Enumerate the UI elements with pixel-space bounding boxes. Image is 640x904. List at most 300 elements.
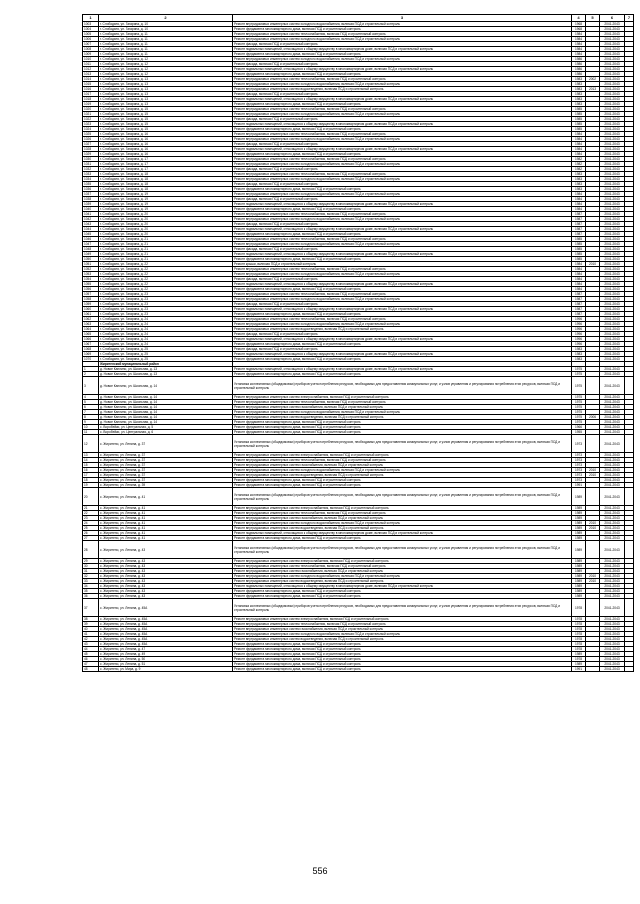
row-number-cell: 1036 [83,187,99,192]
planned-period-cell: 2041-2043 [600,182,625,187]
work-type-cell: Ремонт фундамента многоквартирного дома, включая ПСД и строительный контроль [233,102,572,107]
planned-period-cell: 2041-2043 [600,617,625,622]
work-type-cell: Ремонт внутридомовых инженерных систем электроснабжения, включая ПСД и строительный контроль [233,453,572,458]
row-number-cell: 1050 [83,257,99,262]
row-number-cell: 1053 [83,272,99,277]
planned-period-cell: 2041-2043 [600,127,625,132]
planned-period-cell: 2041-2043 [600,142,625,147]
address-cell: с. Жиритено, ул. Ленина, д. 43 [99,564,233,569]
work-type-cell: Ремонт фундамента многоквартирного дома, включая ПСД и строительный контроль [233,27,572,32]
last-repair-year-cell: 2006 [586,415,600,420]
planned-period-cell: 2041-2043 [600,430,625,435]
work-type-cell: Ремонт внутридомовых инженерных систем газоснабжения, включая ПСД и строительный контроль [233,627,572,632]
build-year-cell: 1975 [572,400,586,405]
row-number-cell: 1065 [83,332,99,337]
build-year-cell: 1984 [572,282,586,287]
row-number-cell: 34 [83,584,99,589]
build-year-cell: 1978 [572,632,586,637]
work-type-cell: Ремонт внутридомовых инженерных систем электроснабжения, включая ПСД и строительный контроль [233,617,572,622]
address-cell: г. Слободзея, ул. Гагарина, д. 15 [99,127,233,132]
planned-period-cell: 2041-2043 [600,453,625,458]
planned-period-cell: 2041-2043 [600,521,625,526]
build-year-cell: 1987 [572,307,586,312]
row-number-cell: 9 [83,420,99,425]
planned-period-cell: 2041-2043 [600,662,625,667]
planned-period-cell: 2041-2043 [600,637,625,642]
row-number-cell: 1039 [83,202,99,207]
build-year-cell: 1978 [572,637,586,642]
work-type-cell: Ремонт фасада, включая ПСД и строительный контроль [233,142,572,147]
address-cell: с. Жиритено, ул. Ленина, д. 41 [99,511,233,516]
address-cell: г. Слободзея, ул. Гагарина, д. 11 [99,32,233,37]
row-number-cell: 36 [83,594,99,599]
build-year-cell: 1983 [572,357,586,362]
planned-period-cell: 2041-2043 [600,657,625,662]
planned-period-cell: 2041-2043 [600,277,625,282]
table-row [83,488,634,506]
planned-period-cell: 2041-2043 [600,415,625,420]
planned-period-cell: 2041-2043 [600,37,625,42]
work-type-cell: Ремонт фундамента многоквартирного дома, включая ПСД и строительный контроль [233,420,572,425]
row-number-cell: 1067 [83,342,99,347]
planned-period-cell: 2041-2043 [600,569,625,574]
build-year-cell: 1989 [572,536,586,541]
row-number-cell: 23 [83,516,99,521]
work-type-cell: Ремонт подвальных помещений, относящихся к общему имуществу в многоквартирном доме, включая ПСД и строительный контроль [233,307,572,312]
address-cell: с. Жиритено, ул. Ленина, д. 43 [99,579,233,584]
row-number-cell: 40 [83,627,99,632]
address-cell: г. Слободзея, ул. Гагарина, д. 18 [99,182,233,187]
build-year-cell: 1989 [572,559,586,564]
build-year-cell: 1983 [572,347,586,352]
work-type-cell: Ремонт фасада, включая ПСД и строительный контроль [233,347,572,352]
build-year-cell: 1984 [572,137,586,142]
row-number-cell: 35 [83,589,99,594]
planned-period-cell: 2041-2043 [600,579,625,584]
address-cell: с. Жиритено, ул. Мира, д. 9 [99,667,233,672]
build-year-cell: 1987 [572,292,586,297]
build-year-cell: 1987 [572,217,586,222]
build-year-cell: 1986 [572,57,586,62]
work-type-cell: Ремонт внутридомовых инженерных систем холодного водоснабжения, включая ПСД и строительный контроль [233,272,572,277]
work-type-cell: Ремонт внутридомовых инженерных систем водоотведения, включая ПСД и строительный контроль [233,473,572,478]
build-year-cell: 1989 [572,594,586,599]
address-cell: г. Слободзея, ул. Гагарина, д. 22 [99,267,233,272]
build-year-cell: 1989 [572,662,586,667]
address-cell: г. Слободзея, ул. Гагарина, д. 13 [99,102,233,107]
header-cell: 4 [572,15,586,22]
build-year-cell: 1973 [572,478,586,483]
build-year-cell: 1978 [572,657,586,662]
planned-period-cell: 2041-2043 [600,292,625,297]
work-type-cell: Ремонт фундамента многоквартирного дома, включая ПСД и строительный контроль [233,425,572,430]
work-type-cell: Ремонт подвальных помещений, относящихся к общему имуществу в многоквартирном доме, включая ПСД и строительный контроль [233,47,572,52]
work-type-cell: Ремонт подвальных помещений, относящихся к общему имуществу в многоквартирном доме, включая ПСД и строительный контроль [233,252,572,257]
row-number-cell: 1027 [83,142,99,147]
planned-period-cell: 2041-2043 [600,172,625,177]
build-year-cell: 1989 [572,569,586,574]
planned-period-cell: 2041-2043 [600,357,625,362]
row-number-cell: 1056 [83,287,99,292]
planned-period-cell: 2041-2043 [600,262,625,267]
last-repair-year-cell: 2010 [586,521,600,526]
address-cell: г. Слободзея, ул. Гагарина, д. 25 [99,347,233,352]
build-year-cell: 1987 [572,302,586,307]
work-type-cell: Ремонт фундамента многоквартирного дома, включая ПСД и строительный контроль [233,207,572,212]
address-cell: с. Жиритено, ул. Ленина, д. 45А [99,637,233,642]
address-cell: с. Жиритено, ул. Ленина, д. 39 [99,483,233,488]
build-year-cell: 1987 [572,297,586,302]
work-type-cell: Установка коллективных (общедомовых) приборов учета потребления ресурсов, необходимых для предоставления коммунальных услуг, и узлов управления и регулирования потребления этих ресурсов, включая ПСД и строительный контроль [233,541,572,559]
build-year-cell: 1975 [572,410,586,415]
row-number-cell: 1021 [83,112,99,117]
address-cell: г. Слободзея, ул. Гагарина, д. 25 [99,352,233,357]
work-type-cell: Ремонт внутридомовых инженерных систем теплоснабжения, включая ПСД и строительный контроль [233,292,572,297]
row-number-cell: 1051 [83,262,99,267]
address-cell: с. Жиритено, ул. Ленина, д. 37 [99,473,233,478]
row-number-cell: 15 [83,463,99,468]
row-number-cell: 1037 [83,192,99,197]
row-number-cell: 1 [83,367,99,372]
work-type-cell: Ремонт крыши, включая ПСД и строительный контроль [233,262,572,267]
work-type-cell: Ремонт внутридомовых инженерных систем теплоснабжения, включая ПСД и строительный контроль [233,32,572,37]
build-year-cell: 1955 [572,430,586,435]
work-type-cell: Ремонт внутридомовых инженерных систем холодного водоснабжения, включая ПСД и строительный контроль [233,162,572,167]
work-type-cell: Ремонт фундамента многоквартирного дома, включая ПСД и строительный контроль [233,257,572,262]
planned-period-cell: 2041-2043 [600,425,625,430]
address-cell: Жиритенский муниципальный район [99,362,233,367]
row-number-cell: 1048 [83,247,99,252]
planned-period-cell: 2041-2043 [600,62,625,67]
build-year-cell: 1989 [572,541,586,559]
row-number-cell: 20 [83,488,99,506]
address-cell: г. Слободзея, ул. Гагарина, д. 11 [99,47,233,52]
address-cell: с. Жиритено, ул. Ленина, д. 41 [99,516,233,521]
address-cell: г. Слободзея, ул. Гагарина, д. 19 [99,197,233,202]
row-number-cell: 44 [83,647,99,652]
address-cell: с. Жиритено, ул. Ленина, д. 45А [99,599,233,617]
row-number-cell: 29 [83,559,99,564]
address-cell: д. Новое Каплино, ул. Школьная, д. 14 [99,415,233,420]
work-type-cell: Ремонт фасада, включая ПСД и строительный контроль [233,222,572,227]
build-year-cell: 1975 [572,372,586,377]
row-number-cell: 1052 [83,267,99,272]
build-year-cell: 1989 [572,488,586,506]
row-number-cell: 1023 [83,122,99,127]
table-row [83,667,634,672]
address-cell: г. Слободзея, ул. Гагарина, д. 24 [99,327,233,332]
build-year-cell: 1983 [572,172,586,177]
work-type-cell: Ремонт внутридомовых инженерных систем теплоснабжения, включая ПСД и строительный контроль [233,511,572,516]
build-year-cell: 1982 [572,162,586,167]
planned-period-cell: 2041-2043 [600,152,625,157]
build-year-cell: 1975 [572,420,586,425]
address-cell: г. Слободзея, ул. Гагарина, д. 23 [99,292,233,297]
address-cell: с. Жиритено, ул. Ленина, д. 43 [99,541,233,559]
work-type-cell: Ремонт внутридомовых инженерных систем теплоснабжения, включая ПСД и строительный контроль [233,107,572,112]
row-number-cell: 21 [83,506,99,511]
address-cell: с. Жиритено, ул. Ленина, д. 43 [99,569,233,574]
address-cell: с. Жиритено, ул. Ленина, д. 37 [99,435,233,453]
build-year-cell: 1996 [572,337,586,342]
row-number-cell: 1010 [83,57,99,62]
build-year-cell: 1987 [572,212,586,217]
address-cell: г. Слободзея, ул. Гагарина, д. 21 [99,252,233,257]
row-number-cell: 1004 [83,27,99,32]
address-cell: д. Новое Каплино, ул. Школьная, д. 14 [99,405,233,410]
extra-cell [625,599,634,617]
build-year-cell: 1966 [572,425,586,430]
row-number-cell: 1016 [83,87,99,92]
row-number-cell: 1061 [83,312,99,317]
work-type-cell: Ремонт внутридомовых инженерных систем теплоснабжения, включая ПСД и строительный контроль [233,622,572,627]
build-year-cell: 1975 [572,377,586,395]
build-year-cell: 1968 [572,27,586,32]
build-year-cell: 1986 [572,67,586,72]
address-cell: с. Жиритено, ул. Ленина, д. 43 [99,594,233,599]
planned-period-cell: 2041-2043 [600,405,625,410]
last-repair-year-cell [586,599,600,617]
row-number-cell: 25 [83,526,99,531]
work-type-cell: Ремонт внутридомовых инженерных систем холодного водоснабжения, включая ПСД и строительный контроль [233,632,572,637]
work-type-cell: Ремонт фундамента многоквартирного дома, включая ПСД и строительный контроль [233,483,572,488]
build-year-cell: 1984 [572,277,586,282]
address-cell: г. Слободзея, ул. Гагарина, д. 18 [99,172,233,177]
last-repair-year-cell [586,541,600,559]
row-number-cell: 1029 [83,152,99,157]
work-type-cell: Ремонт внутридомовых инженерных систем теплоснабжения, включая ПСД и строительный контроль [233,267,572,272]
row-number-cell: 48 [83,667,99,672]
work-type-cell: Ремонт подвальных помещений, относящихся к общему имуществу в многоквартирном доме, включая ПСД и строительный контроль [233,367,572,372]
work-type-cell: Ремонт фундамента многоквартирного дома, включая ПСД и строительный контроль [233,667,572,672]
row-number-cell: 1062 [83,317,99,322]
last-repair-year-cell: 2010 [586,262,600,267]
address-cell: с. Жиритено, ул. Ленина, д. 45А [99,642,233,647]
work-type-cell: Ремонт внутридомовых инженерных систем теплоснабжения, включая ПСД и строительный контроль [233,172,572,177]
work-type-cell: Ремонт внутридомовых инженерных систем холодного водоснабжения, включая ПСД и строительный контроль [233,192,572,197]
table-body [83,15,634,672]
row-number-cell: 1042 [83,217,99,222]
row-number-cell: 7 [83,410,99,415]
work-type-cell: Ремонт фундамента многоквартирного дома, включая ПСД и строительный контроль [233,430,572,435]
header-row [83,15,634,22]
build-year-cell: 1989 [572,516,586,521]
address-cell: г. Слободзея, ул. Гагарина, д. 24 [99,317,233,322]
address-cell: г. Слободзея, ул. Гагарина, д. 21 [99,242,233,247]
work-type-cell: Ремонт внутридомовых инженерных систем холодного водоснабжения, включая ПСД и строительный контроль [233,297,572,302]
work-type-cell: Ремонт внутридомовых инженерных систем теплоснабжения, включая ПСД и строительный контроль [233,317,572,322]
planned-period-cell: 2041-2043 [600,332,625,337]
work-type-cell: Ремонт внутридомовых инженерных систем газоснабжения, включая ПСД и строительный контроль [233,569,572,574]
work-type-cell: Ремонт внутридомовых инженерных систем теплоснабжения, включая ПСД и строительный контроль [233,458,572,463]
build-year-cell: 1975 [572,367,586,372]
work-type-cell: Ремонт фасада, включая ПСД и строительный контроль [233,197,572,202]
work-type-cell: Ремонт внутридомовых инженерных систем холодного водоснабжения, включая ПСД и строительный контроль [233,242,572,247]
planned-period-cell: 2041-2043 [600,22,625,27]
build-year-cell: 1984 [572,37,586,42]
planned-period-cell: 2041-2043 [600,337,625,342]
build-year-cell: 1985 [572,112,586,117]
address-cell: г. Слободзея, ул. Гагарина, д. 22 [99,287,233,292]
build-year-cell: 1984 [572,142,586,147]
build-year-cell: 1984 [572,272,586,277]
address-cell: г. Слободзея, ул. Гагарина, д. 19 [99,202,233,207]
row-number-cell: 1043 [83,222,99,227]
address-cell: г. Слободзея, ул. Гагарина, д. 20 [99,212,233,217]
work-type-cell: Ремонт внутридомовых инженерных систем водоотведения, включая ПСД и строительный контроль [233,415,572,420]
planned-period-cell: 2041-2043 [600,352,625,357]
planned-period-cell: 2041-2043 [600,247,625,252]
row-number-cell: 1005 [83,32,99,37]
row-number-cell: 1063 [83,322,99,327]
work-type-cell: Ремонт внутридомовых инженерных систем холодного водоснабжения, включая ПСД и строительный контроль [233,521,572,526]
build-year-cell: 1984 [572,207,586,212]
planned-period-cell: 2041-2043 [600,112,625,117]
planned-period-cell: 2041-2043 [600,187,625,192]
work-type-cell: Ремонт подвальных помещений, относящихся к общему имуществу в многоквартирном доме, включая ПСД и строительный контроль [233,202,572,207]
address-cell: д. Новое Каплино, ул. Школьная, д. 13 [99,372,233,377]
build-year-cell: 1984 [572,267,586,272]
last-repair-year-cell [586,377,600,395]
planned-period-cell: 2041-2043 [600,27,625,32]
address-cell: г. Слободзея, ул. Гагарина, д. 22 [99,282,233,287]
planned-period-cell: 2041-2043 [600,257,625,262]
row-number-cell: 1008 [83,47,99,52]
planned-period-cell: 2041-2043 [600,531,625,536]
address-cell: г. Слободзея, ул. Гагарина, д. 18 [99,187,233,192]
planned-period-cell: 2041-2043 [600,297,625,302]
build-year-cell: 1973 [572,458,586,463]
work-type-cell: Ремонт внутридомовых инженерных систем холодного водоснабжения, включая ПСД и строительный контроль [233,410,572,415]
build-year-cell: 1973 [572,468,586,473]
work-type-cell: Ремонт фундамента многоквартирного дома, включая ПСД и строительный контроль [233,662,572,667]
planned-period-cell: 2041-2043 [600,622,625,627]
row-number-cell: 1015 [83,82,99,87]
address-cell: г. Слободзея, ул. Гагарина, д. 13 [99,92,233,97]
planned-period-cell: 2041-2043 [600,47,625,52]
planned-period-cell: 2041-2043 [600,342,625,347]
address-cell: г. Слободзея, ул. Гагарина, д. 19 [99,207,233,212]
build-year-cell: 1996 [572,332,586,337]
build-year-cell: 1985 [572,252,586,257]
work-type-cell: Ремонт внутридомовых инженерных систем электроснабжения, включая ПСД и строительный контроль [233,506,572,511]
planned-period-cell: 2041-2043 [600,177,625,182]
planned-period-cell: 2041-2043 [600,252,625,257]
row-number-cell: 1020 [83,107,99,112]
address-cell: с. Воробейки, ул. Центральная, д. 6 [99,430,233,435]
planned-period-cell: 2041-2043 [600,327,625,332]
build-year-cell: 1989 [572,506,586,511]
build-year-cell: 1978 [572,617,586,622]
build-year-cell: 1978 [572,622,586,627]
planned-period-cell: 2041-2043 [600,400,625,405]
address-cell: г. Слободзея, ул. Гагарина, д. 17 [99,157,233,162]
row-number-cell: 6 [83,405,99,410]
address-cell: с. Жиритено, ул. Ленина, д. 45А [99,627,233,632]
address-cell: г. Слободзея, ул. Гагарина, д. 21 [99,247,233,252]
extra-cell [625,488,634,506]
planned-period-cell: 2041-2043 [600,232,625,237]
header-cell: 6 [600,15,625,22]
address-cell: г. Слободзея, ул. Гагарина, д. 21 [99,257,233,262]
work-type-cell: Ремонт внутридомовых инженерных систем холодного водоснабжения, включая ПСД и строительный контроль [233,137,572,142]
work-type-cell: Ремонт внутридомовых инженерных систем холодного водоснабжения, включая ПСД и строительный контроль [233,468,572,473]
row-number-cell: 31 [83,569,99,574]
work-type-cell: Ремонт фасада, включая ПСД и строительный контроль [233,92,572,97]
work-type-cell: Ремонт фасада, включая ПСД и строительный контроль [233,167,572,172]
row-number-cell: 1034 [83,177,99,182]
row-number-cell: 1058 [83,297,99,302]
planned-period-cell: 2041-2043 [600,242,625,247]
work-type-cell: Ремонт фундамента многоквартирного дома, включая ПСД и строительный контроль [233,52,572,57]
work-type-cell: Ремонт фундамента многоквартирного дома, включая ПСД и строительный контроль [233,357,572,362]
address-cell: с. Жиритено, ул. Ленина, д. 41 [99,506,233,511]
build-year-cell: 1983 [572,177,586,182]
row-number-cell: 18 [83,478,99,483]
extra-cell [625,667,634,672]
build-year-cell: 1984 [572,32,586,37]
row-number-cell: 1011 [83,62,99,67]
work-type-cell: Ремонт фасада, включая ПСД и строительный контроль [233,332,572,337]
build-year-cell: 1987 [572,312,586,317]
build-year-cell: 1978 [572,647,586,652]
row-number-cell: 1049 [83,252,99,257]
planned-period-cell: 2041-2043 [600,272,625,277]
planned-period-cell: 2041-2043 [600,584,625,589]
build-year-cell: 1984 [572,197,586,202]
row-number-cell: 43 [83,642,99,647]
address-cell: д. Новое Каплино, ул. Школьная, д. 14 [99,400,233,405]
row-number-cell: 41 [83,632,99,637]
build-year-cell: 1991 [572,667,586,672]
address-cell: г. Слободзея, ул. Гагарина, д. 20 [99,227,233,232]
address-cell: с. Жиритено, ул. Ленина, д. 49 [99,652,233,657]
address-cell: г. Слободзея, ул. Гагарина, д. 11 [99,37,233,42]
work-type-cell: Ремонт внутридомовых инженерных систем теплоснабжения, включая ПСД и строительный контроль [233,212,572,217]
planned-period-cell: 2041-2043 [600,377,625,395]
planned-period-cell: 2041-2043 [600,589,625,594]
last-repair-year-cell: 2010 [586,574,600,579]
planned-period-cell: 2041-2043 [600,302,625,307]
planned-period-cell: 2041-2043 [600,67,625,72]
build-year-cell: 1984 [572,52,586,57]
address-cell: с. Жиритено, ул. Ленина, д. 47 [99,647,233,652]
planned-period-cell: 2041-2043 [600,77,625,82]
work-type-cell: Ремонт фундамента многоквартирного дома, включая ПСД и строительный контроль [233,657,572,662]
address-cell: г. Слободзея, ул. Гагарина, д. 11 [99,42,233,47]
address-cell: г. Слободзея, ул. Гагарина, д. 20 [99,232,233,237]
row-number-cell: 28 [83,541,99,559]
address-cell: с. Жиритено, ул. Ленина, д. 51 [99,662,233,667]
work-type-cell: Ремонт фасада, включая ПСД и строительный контроль [233,247,572,252]
row-number-cell: 1031 [83,162,99,167]
work-type-cell: Ремонт фасада, включая ПСД и строительный контроль [233,42,572,47]
work-type-cell: Ремонт подвальных помещений, относящихся к общему имуществу в многоквартирном доме, включая ПСД и строительный контроль [233,352,572,357]
work-type-cell: Ремонт фундамента многоквартирного дома, включая ПСД и строительный контроль [233,187,572,192]
row-number-cell: 1017 [83,92,99,97]
build-year-cell: 1989 [572,589,586,594]
planned-period-cell: 2041-2043 [600,667,625,672]
last-repair-year-cell [586,435,600,453]
address-cell: г. Слободзея, ул. Гагарина, д. 16 [99,147,233,152]
row-number-cell: 1057 [83,292,99,297]
work-type-cell: Ремонт внутридомовых инженерных систем водоотведения, включая ПСД и строительный контроль [233,579,572,584]
work-type-cell: Ремонт фундамента многоквартирного дома, включая ПСД и строительный контроль [233,72,572,77]
address-cell: с. Жиритено, ул. Ленина, д. 50 [99,657,233,662]
work-type-cell: Ремонт внутридомовых инженерных систем холодного водоснабжения, включая ПСД и строительный контроль [233,574,572,579]
work-type-cell: Ремонт фундамента многоквартирного дома, включая ПСД и строительный контроль [233,478,572,483]
address-cell: д. Новое Каплино, ул. Школьная, д. 14 [99,410,233,415]
